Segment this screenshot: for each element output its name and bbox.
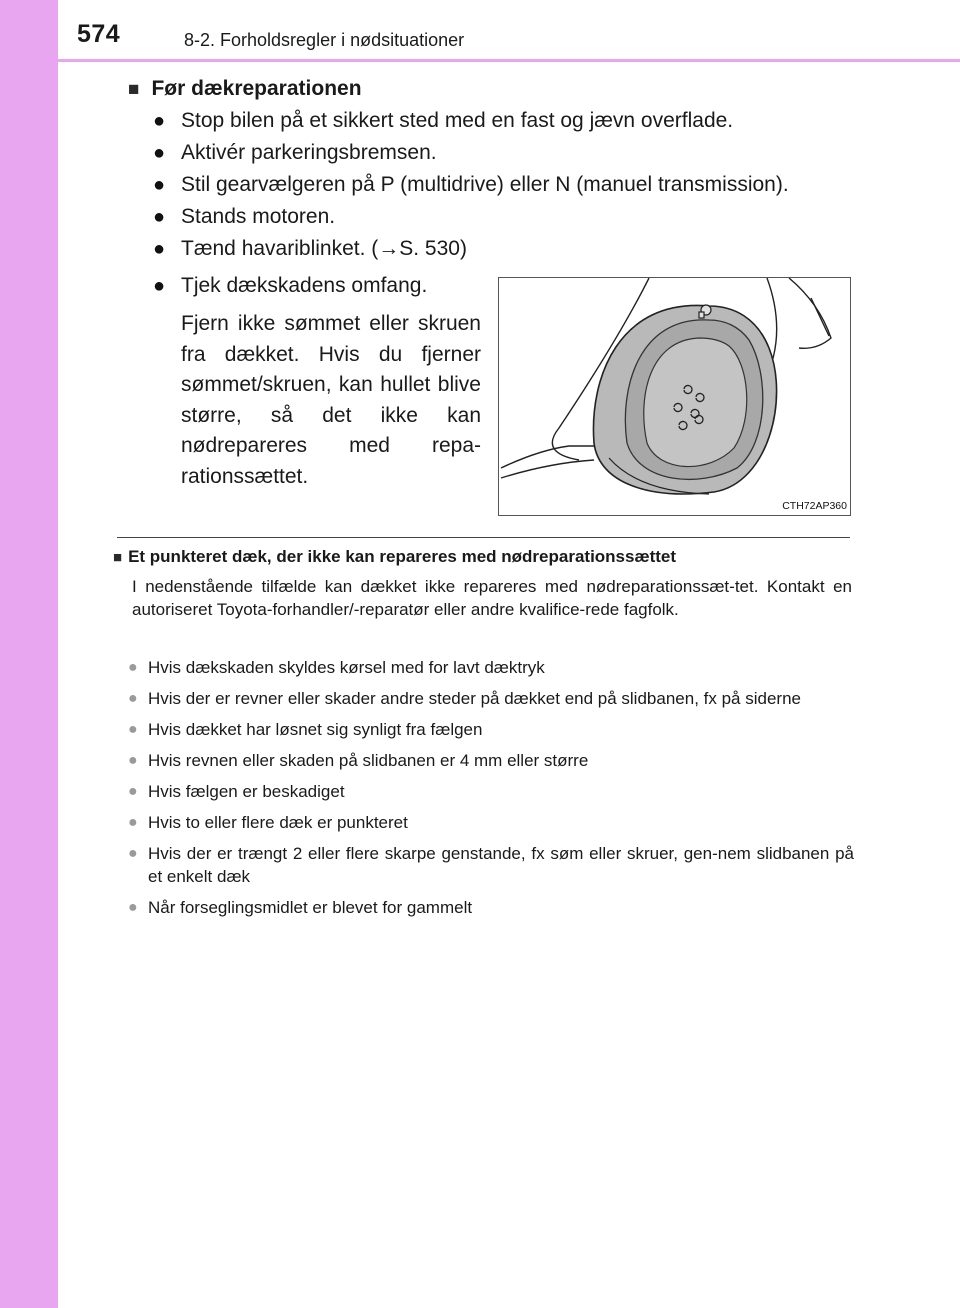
list-item <box>128 896 854 919</box>
list-item <box>128 687 854 710</box>
list-item-text: Stil gearvælgeren på P (multidrive) eller N (manuel transmission). <box>181 173 789 196</box>
tire-illustration <box>498 277 851 516</box>
circle-bullet-icon: ● <box>153 206 166 228</box>
list-item-text: Hvis revnen eller skaden på slidbanen er 4 mm eller større <box>148 751 589 770</box>
circle-bullet-icon: ● <box>128 783 138 800</box>
list-item-text: Hvis dækskaden skyldes kørsel med for lavt dæktryk <box>148 658 545 677</box>
header-rule <box>58 59 960 62</box>
circle-bullet-icon: ● <box>128 721 138 738</box>
list-item-text: Stop bilen på et sikkert sted med en fast og jævn overflade. <box>181 109 734 132</box>
tire-with-nail-drawing <box>499 278 850 515</box>
list-item-text: Hvis dækket har løsnet sig synligt fra fælgen <box>148 720 483 739</box>
list-item <box>153 204 873 236</box>
list-item <box>128 842 854 888</box>
list-item-text: Hvis der er trængt 2 eller flere skarpe genstande, fx søm eller skruer, gen-nem slidbanen på et enkelt dæk <box>148 844 854 886</box>
figure-code: CTH72AP360 <box>782 500 847 512</box>
section-divider <box>117 537 850 538</box>
circle-bullet-icon: ● <box>128 752 138 769</box>
circle-bullet-icon: ● <box>153 174 166 196</box>
preparation-list <box>153 108 873 268</box>
list-item-text: Stands motoren. <box>181 205 336 228</box>
circle-bullet-icon: ● <box>153 142 166 164</box>
unrepairable-cases-list <box>128 656 854 927</box>
list-item <box>153 172 873 204</box>
circle-bullet-icon: ● <box>153 110 166 132</box>
list-item-text: Hvis fælgen er beskadiget <box>148 782 345 801</box>
list-item-text: Hvis to eller flere dæk er punkteret <box>148 813 408 832</box>
list-item <box>128 656 854 679</box>
section-heading-before-repair <box>128 77 362 101</box>
list-item <box>153 236 873 268</box>
list-item <box>153 108 873 140</box>
circle-bullet-icon: ● <box>128 899 138 916</box>
square-bullet-icon: ■ <box>113 549 123 566</box>
circle-bullet-icon: ● <box>128 659 138 676</box>
list-item <box>153 140 873 172</box>
list-item <box>128 811 854 834</box>
section-heading-text: Et punkteret dæk, der ikke kan repareres med nødreparationssættet <box>128 547 677 566</box>
circle-bullet-icon: ● <box>153 238 166 260</box>
list-item <box>128 780 854 803</box>
section-heading-unrepairable <box>113 547 858 567</box>
check-damage-description: Fjern ikke sømmet eller skruen fra dækket. Hvis du fjerner sømmet/skruen, kan hullet blive større, så det ikke kan nødrepareres med repa-rationssættet. <box>181 312 481 488</box>
page-number: 574 <box>77 20 121 48</box>
circle-bullet-icon: ● <box>128 814 138 831</box>
section-intro-paragraph: I nedenstående tilfælde kan dækket ikke repareres med nødreparationssæt-tet. Kontakt en autoriseret Toyota-forhandler/-reparatør eller andre kvalifice-rede fagfolk. <box>132 577 852 619</box>
circle-bullet-icon: ● <box>128 845 138 862</box>
circle-bullet-icon: ● <box>153 275 166 297</box>
list-item-text: Tjek dækskadens omfang. <box>181 274 428 297</box>
list-item-text: Aktivér parkeringsbremsen. <box>181 141 437 164</box>
left-margin-band <box>0 0 58 1308</box>
list-item <box>128 749 854 772</box>
list-item <box>128 718 854 741</box>
section-heading-text: Før dækreparationen <box>151 77 362 100</box>
list-item-text: Hvis der er revner eller skader andre steder på dækket end på slidbanen, fx på siderne <box>148 689 801 708</box>
check-damage-item <box>153 273 483 299</box>
list-item-text: Tænd havariblinket. (→S. 530) <box>181 237 467 260</box>
chapter-title: 8-2. Forholdsregler i nødsituationer <box>184 30 465 50</box>
circle-bullet-icon: ● <box>128 690 138 707</box>
square-bullet-icon: ■ <box>128 79 140 100</box>
list-item-text: Når forseglingsmidlet er blevet for gammelt <box>148 898 473 917</box>
